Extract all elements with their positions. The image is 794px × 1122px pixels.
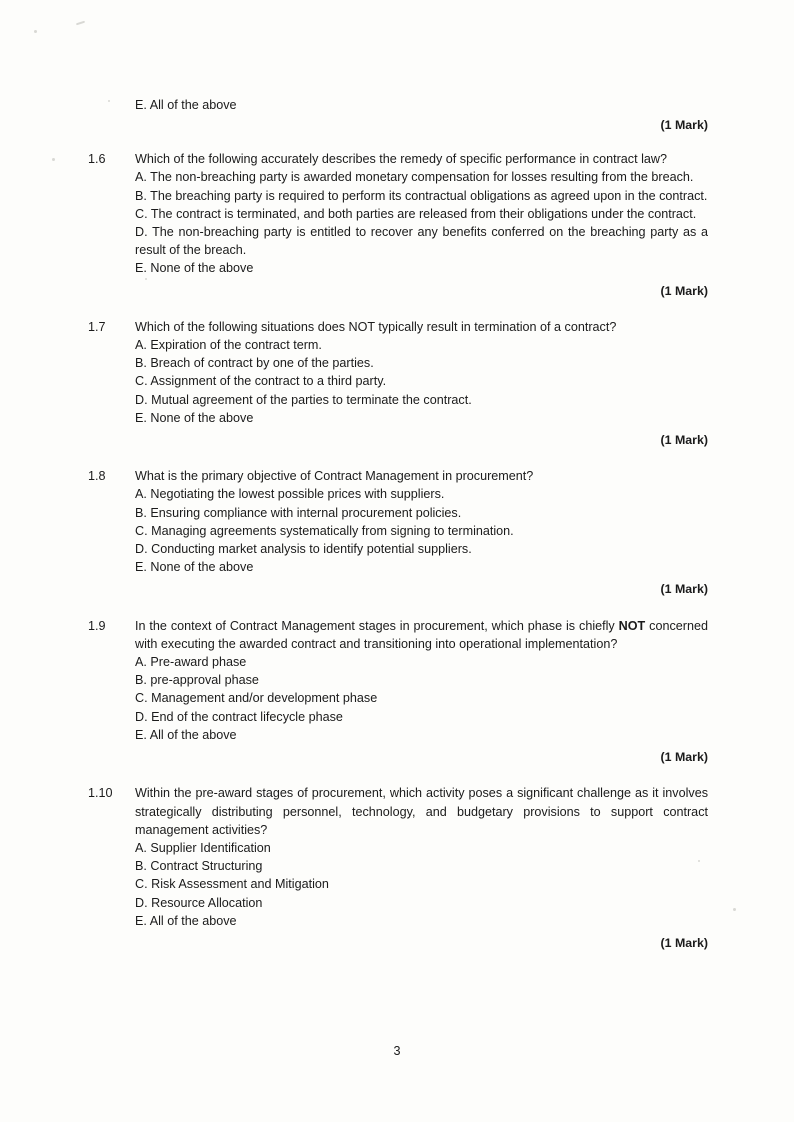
answer-option[interactable]: D. End of the contract lifecycle phase [135,709,343,724]
answer-option[interactable]: D. Mutual agreement of the parties to terminate the contract. [135,392,472,407]
question-stem [135,617,708,653]
question-body [135,318,708,449]
answer-option[interactable]: C. Managing agreements systematically from signing to termination. [135,523,514,538]
mark-label: (1 Mark) [660,118,708,133]
question-block [88,150,708,300]
answer-option[interactable]: A. Supplier Identification [135,840,271,855]
question-number: 1.8 [88,469,106,484]
answer-option[interactable]: D. The non-breaching party is entitled to recover any benefits conferred on the breaching party as a result of the breach. [135,225,708,258]
question-block [88,467,708,598]
question-block [88,617,708,767]
stem-text: concerned with executing the awarded contract and transitioning into operational implementation? [135,618,708,651]
mark-label: (1 Mark) [660,750,708,765]
answer-option[interactable]: B. Breach of contract by one of the parties. [135,356,374,371]
question-number: 1.9 [88,618,106,633]
question-spacer [88,599,708,617]
scan-artifact [76,21,85,26]
answer-option[interactable]: C. Assignment of the contract to a third party. [135,374,387,389]
question-spacer [88,766,708,784]
exam-content [88,96,708,970]
question-stem [135,784,708,839]
answer-option[interactable]: E. All of the above [135,727,237,742]
question-stem [135,467,708,485]
question-body [135,617,708,767]
answer-option[interactable]: A. Expiration of the contract term. [135,338,322,353]
answer-option[interactable]: D. Resource Allocation [135,895,263,910]
continued-option: E. All of the above [135,98,237,112]
stem-text: Which of the following situations does NOT typically result in termination of a contract? [135,319,617,334]
question-body [135,467,708,598]
answer-option[interactable]: B. The breaching party is required to perform its contractual obligations as agreed upon in the contract. [135,188,708,203]
answer-option[interactable]: A. The non-breaching party is awarded monetary compensation for losses resulting from the breach. [135,170,694,185]
question-block [88,784,708,952]
question-number: 1.6 [88,152,106,167]
scan-artifact [52,158,55,161]
mark-label: (1 Mark) [660,433,708,448]
answer-option[interactable]: E. All of the above [135,913,237,928]
stem-text: Within the pre-award stages of procurement, which activity poses a significant challenge as it involves strategically distributing personnel, technology, and budgetary provisions to support contract management activities? [135,786,708,837]
question-number: 1.10 [88,786,113,801]
answer-option[interactable]: A. Pre-award phase [135,655,247,670]
stem-text: Which of the following accurately describes the remedy of specific performance in contract law? [135,152,667,167]
answer-option[interactable]: E. None of the above [135,560,254,575]
question-body [135,150,708,300]
page-number: 3 [393,1044,401,1058]
question-stem [135,150,708,168]
answer-option[interactable]: E. None of the above [135,261,254,276]
answer-option[interactable]: B. pre-approval phase [135,673,259,688]
scan-artifact [34,30,37,33]
question-spacer [88,300,708,318]
answer-option[interactable]: E. None of the above [135,410,254,425]
question-stem [135,318,708,336]
question-list [88,150,708,970]
question-spacer [88,449,708,467]
mark-label: (1 Mark) [660,582,708,597]
stem-emphasis: NOT [618,618,646,633]
question-block [88,318,708,449]
stem-text: In the context of Contract Management stages in procurement, which phase is chiefly [135,618,619,633]
scan-artifact [733,908,736,911]
question-number: 1.7 [88,319,106,334]
answer-option[interactable]: B. Contract Structuring [135,859,263,874]
answer-option[interactable]: B. Ensuring compliance with internal procurement policies. [135,505,462,520]
question-spacer [88,952,708,970]
answer-option[interactable]: C. Management and/or development phase [135,691,378,706]
answer-option[interactable]: D. Conducting market analysis to identify potential suppliers. [135,542,472,557]
question-body [135,784,708,952]
answer-option[interactable]: C. Risk Assessment and Mitigation [135,877,329,892]
mark-label: (1 Mark) [660,283,708,298]
answer-option[interactable]: C. The contract is terminated, and both parties are released from their obligations under the contract. [135,206,697,221]
mark-label: (1 Mark) [660,935,708,950]
stem-text: What is the primary objective of Contract Management in procurement? [135,469,534,484]
answer-option[interactable]: A. Negotiating the lowest possible prices with suppliers. [135,487,445,502]
